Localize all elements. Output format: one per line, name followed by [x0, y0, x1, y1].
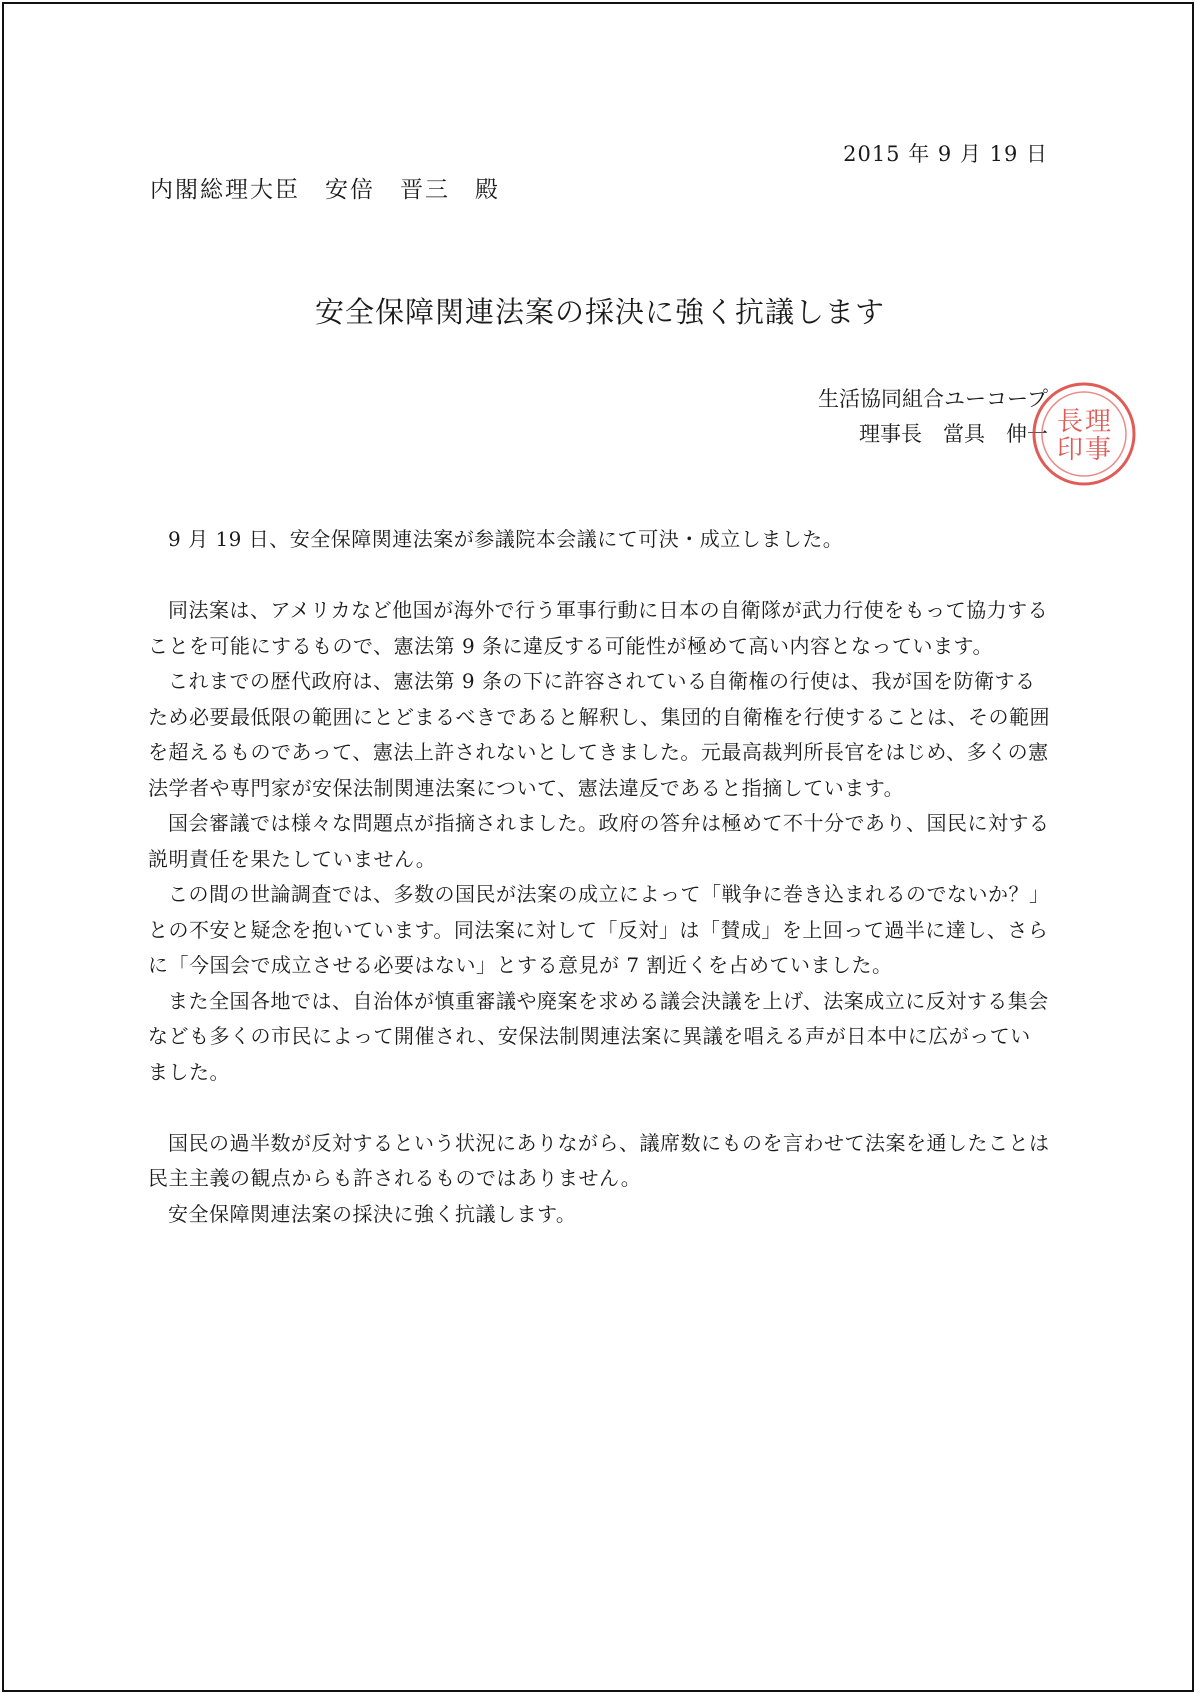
official-seal — [1030, 380, 1138, 488]
paragraph-protest: 安全保障関連法案の採決に強く抗議します。 — [168, 1201, 577, 1226]
paragraph-nationwide-opposition: また全国各地では、自治体が慎重審議や廃案を求める議会決議を上げ、法案成立に反対する集会なども多くの市民によって開催され、安保法制関連法案に異議を唱える声が日本中に広がっていました。 — [148, 988, 1049, 1084]
svg-text:長: 長 — [1056, 407, 1084, 437]
paragraph-government-interpretation: これまでの歴代政府は、憲法第 9 条の下に許容されている自衛権の行使は、我が国を防衛するため必要最低限の範囲にとどまるべきであると解釈し、集団的自衛権を行使することは、その範囲を超えるものであって、憲法上許されないとしてきました。元最高裁判所長官をはじめ、多くの憲法学者や専門家が安保法制関連法案について、憲法違反であると指摘しています。 — [148, 669, 1050, 800]
paragraph-passage: 9 月 19 日、安全保障関連法案が参議院本会議にて可決・成立しました。 — [168, 527, 844, 551]
sender-organization: 生活協同組合ユーコープ — [818, 387, 1048, 411]
document-title: 安全保障関連法案の採決に強く抗議します — [314, 295, 885, 329]
paragraph-gap — [148, 558, 1050, 594]
sender-block — [818, 382, 1048, 452]
paragraph-gap — [148, 1090, 1050, 1126]
document-date: 2015 年 9 月 19 日 — [843, 142, 1048, 166]
addressee: 内閣総理大臣 安倍 晋三 殿 — [150, 177, 500, 203]
sender-representative: 理事長 當具 伸一 — [859, 422, 1048, 446]
paragraph-public-opinion: この間の世論調査では、多数の国民が法案の成立によって「戦争に巻き込まれるのでないか？」との不安と疑念を抱いています。同法案に対して「反対」は「賛成」を上回って過半に達し、さらに「今国会で成立させる必要はない」とする意見が 7 割近くを占めていました。 — [148, 882, 1050, 977]
paragraph-diet-deliberation: 国会審議では様々な問題点が指摘されました。政府の答弁は極めて不十分であり、国民に対する説明責任を果たしていません。 — [148, 811, 1050, 871]
svg-text:事: 事 — [1084, 435, 1112, 465]
paragraph-democracy: 国民の過半数が反対するという状況にありながら、議席数にものを言わせて法案を通したことは民主主義の観点からも許されるものではありません。 — [148, 1130, 1050, 1190]
paragraph-constitution: 同法案は、アメリカなど他国が海外で行う軍事行動に日本の自衛隊が武力行使をもって協力することを可能にするもので、憲法第 9 条に違反する可能性が極めて高い内容となっています。 — [148, 598, 1049, 658]
svg-text:理: 理 — [1084, 407, 1112, 437]
svg-text:印: 印 — [1056, 435, 1084, 465]
letter-body — [148, 522, 1050, 1232]
